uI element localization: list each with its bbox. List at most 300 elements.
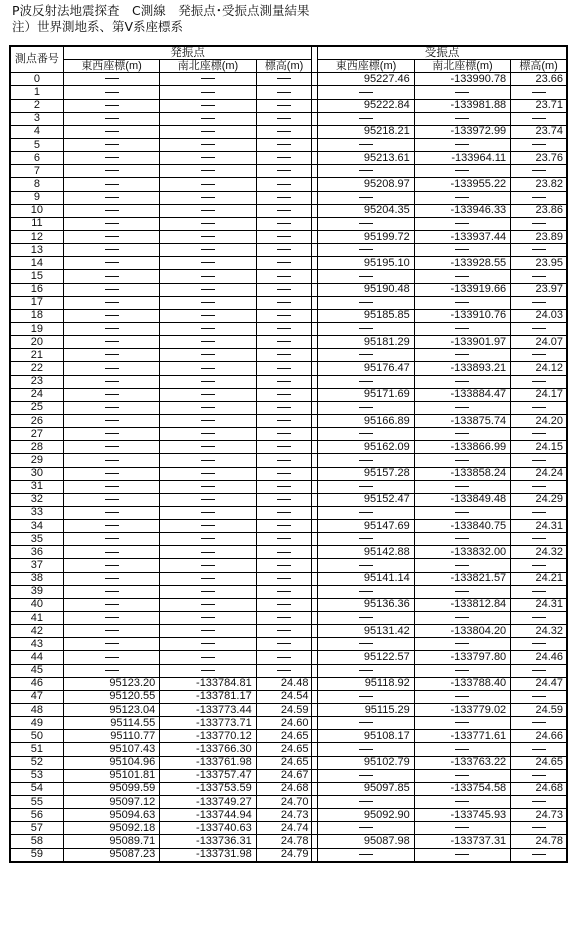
dash-mark <box>277 670 291 671</box>
receiver-north-cell: -133804.20 <box>414 625 510 638</box>
station-number-cell: 41 <box>10 612 63 625</box>
source-east-empty-dash <box>63 349 159 362</box>
source-north-empty-dash <box>160 454 256 467</box>
receiver-height-cell: 24.47 <box>511 677 567 690</box>
source-east-empty-dash <box>63 309 159 322</box>
dash-mark <box>359 302 373 303</box>
receiver-north-cell: -133763.22 <box>414 756 510 769</box>
dash-mark <box>455 354 469 355</box>
receiver-north-empty-dash <box>414 270 510 283</box>
receiver-north-empty-dash <box>414 112 510 125</box>
source-north-empty-dash <box>160 441 256 454</box>
dash-mark <box>201 604 215 605</box>
receiver-north-empty-dash <box>414 165 510 178</box>
dash-mark <box>105 499 119 500</box>
source-north-cell: -133761.98 <box>160 756 256 769</box>
dash-mark <box>105 131 119 132</box>
receiver-north-empty-dash <box>414 664 510 677</box>
receiver-height-cell: 24.17 <box>511 388 567 401</box>
dash-mark <box>277 394 291 395</box>
dash-mark <box>455 775 469 776</box>
dash-mark <box>201 184 215 185</box>
receiver-height-cell: 24.65 <box>511 756 567 769</box>
page-title: P波反射法地震探査 C測線 発振点･受振点測量結果 <box>12 3 310 18</box>
receiver-height-empty-dash <box>511 506 567 519</box>
receiver-east-cell: 95087.98 <box>318 835 414 848</box>
coordinate-system-note: 注）世界測地系、第Ⅴ系座標系 <box>12 19 184 34</box>
dash-mark <box>359 118 373 119</box>
table-row <box>10 73 567 86</box>
receiver-north-empty-dash <box>414 717 510 730</box>
receiver-north-cell: -133737.31 <box>414 835 510 848</box>
source-east-empty-dash <box>63 230 159 243</box>
source-east-empty-dash <box>63 612 159 625</box>
dash-mark <box>455 512 469 513</box>
source-east-empty-dash <box>63 388 159 401</box>
dash-mark <box>277 289 291 290</box>
dash-mark <box>532 775 546 776</box>
receiver-north-empty-dash <box>414 322 510 335</box>
table-row <box>10 204 567 217</box>
dash-mark <box>532 276 546 277</box>
table-row <box>10 322 567 335</box>
station-number-cell: 39 <box>10 585 63 598</box>
receiver-east-cell: 95102.79 <box>318 756 414 769</box>
receiver-height-empty-dash <box>511 428 567 441</box>
source-east-empty-dash <box>63 506 159 519</box>
dash-mark <box>277 210 291 211</box>
dash-mark <box>455 591 469 592</box>
receiver-height-empty-dash <box>511 112 567 125</box>
dash-mark <box>105 328 119 329</box>
receiver-east-cell: 95092.90 <box>318 809 414 822</box>
receiver-east-empty-dash <box>318 322 414 335</box>
receiver-north-empty-dash <box>414 796 510 809</box>
dash-mark <box>277 368 291 369</box>
source-east-empty-dash <box>63 125 159 138</box>
dash-mark <box>277 157 291 158</box>
table-row <box>10 651 567 664</box>
receiver-north-cell: -133910.76 <box>414 309 510 322</box>
dash-mark <box>532 92 546 93</box>
dash-mark <box>359 643 373 644</box>
source-east-empty-dash <box>63 493 159 506</box>
dash-mark <box>277 236 291 237</box>
source-north-empty-dash <box>160 612 256 625</box>
source-height-cell: 24.70 <box>256 796 312 809</box>
source-east-empty-dash <box>63 480 159 493</box>
table-row <box>10 296 567 309</box>
dash-mark <box>455 144 469 145</box>
station-number-cell: 49 <box>10 717 63 730</box>
source-north-empty-dash <box>160 204 256 217</box>
receiver-north-empty-dash <box>414 428 510 441</box>
source-east-empty-dash <box>63 138 159 151</box>
source-north-cell: -133744.94 <box>160 809 256 822</box>
table-row <box>10 796 567 809</box>
dash-mark <box>277 354 291 355</box>
table-row <box>10 480 567 493</box>
receiver-point-header: 受振点 <box>318 46 567 60</box>
station-number-cell: 48 <box>10 704 63 717</box>
receiver-east-empty-dash <box>318 138 414 151</box>
station-number-cell: 59 <box>10 848 63 862</box>
source-north-empty-dash <box>160 336 256 349</box>
receiver-north-cell: -133875.74 <box>414 414 510 427</box>
receiver-east-cell: 95141.14 <box>318 572 414 585</box>
dash-mark <box>277 486 291 487</box>
source-east-empty-dash <box>63 336 159 349</box>
dash-mark <box>359 565 373 566</box>
receiver-east-empty-dash <box>318 270 414 283</box>
table-row <box>10 809 567 822</box>
table-row <box>10 270 567 283</box>
dash-mark <box>277 446 291 447</box>
station-number-cell: 44 <box>10 651 63 664</box>
source-east-empty-dash <box>63 257 159 270</box>
station-number-cell: 25 <box>10 401 63 414</box>
receiver-north-cell: -133937.44 <box>414 230 510 243</box>
source-height-empty-dash <box>256 520 312 533</box>
source-north-empty-dash <box>160 257 256 270</box>
receiver-height-cell: 23.76 <box>511 152 567 165</box>
receiver-height-cell: 24.59 <box>511 704 567 717</box>
dash-mark <box>201 170 215 171</box>
station-number-cell: 16 <box>10 283 63 296</box>
table-row <box>10 546 567 559</box>
source-east-empty-dash <box>63 441 159 454</box>
source-height-empty-dash <box>256 204 312 217</box>
receiver-height-empty-dash <box>511 244 567 257</box>
dash-mark <box>455 696 469 697</box>
station-number-cell: 36 <box>10 546 63 559</box>
dash-mark <box>532 354 546 355</box>
receiver-north-empty-dash <box>414 454 510 467</box>
source-east-cell: 95097.12 <box>63 796 159 809</box>
source-height-empty-dash <box>256 506 312 519</box>
receiver-north-empty-dash <box>414 612 510 625</box>
source-point-header: 発振点 <box>63 46 312 60</box>
receiver-height-cell: 24.73 <box>511 809 567 822</box>
dash-mark <box>105 643 119 644</box>
source-east-empty-dash <box>63 598 159 611</box>
dash-mark <box>105 591 119 592</box>
dash-mark <box>277 78 291 79</box>
source-height-empty-dash <box>256 270 312 283</box>
receiver-height-empty-dash <box>511 769 567 782</box>
receiver-east-empty-dash <box>318 349 414 362</box>
source-height-empty-dash <box>256 73 312 86</box>
table-row <box>10 283 567 296</box>
dash-mark <box>455 170 469 171</box>
receiver-north-empty-dash <box>414 401 510 414</box>
station-number-cell: 56 <box>10 809 63 822</box>
receiver-height-cell: 24.31 <box>511 520 567 533</box>
receiver-east-empty-dash <box>318 533 414 546</box>
dash-mark <box>105 249 119 250</box>
dash-mark <box>455 749 469 750</box>
receiver-east-empty-dash <box>318 796 414 809</box>
source-east-empty-dash <box>63 152 159 165</box>
dash-mark <box>201 302 215 303</box>
table-row <box>10 125 567 138</box>
dash-mark <box>277 630 291 631</box>
receiver-north-empty-dash <box>414 533 510 546</box>
receiver-height-empty-dash <box>511 822 567 835</box>
receiver-north-cell: -133745.93 <box>414 809 510 822</box>
receiver-east-empty-dash <box>318 559 414 572</box>
source-height-empty-dash <box>256 165 312 178</box>
source-north-empty-dash <box>160 428 256 441</box>
receiver-north-empty-dash <box>414 244 510 257</box>
receiver-east-empty-dash <box>318 822 414 835</box>
receiver-height-cell: 24.15 <box>511 441 567 454</box>
dash-mark <box>105 184 119 185</box>
receiver-north-empty-dash <box>414 480 510 493</box>
source-north-empty-dash <box>160 349 256 362</box>
dash-mark <box>455 302 469 303</box>
table-row <box>10 506 567 519</box>
receiver-height-empty-dash <box>511 217 567 230</box>
source-height-cell: 24.65 <box>256 730 312 743</box>
station-number-cell: 32 <box>10 493 63 506</box>
dash-mark <box>201 473 215 474</box>
dash-mark <box>201 630 215 631</box>
receiver-north-empty-dash <box>414 743 510 756</box>
station-number-cell: 7 <box>10 165 63 178</box>
dash-mark <box>105 486 119 487</box>
receiver-north-cell: -133797.80 <box>414 651 510 664</box>
dash-mark <box>201 354 215 355</box>
source-north-empty-dash <box>160 388 256 401</box>
receiver-north-empty-dash <box>414 138 510 151</box>
source-north-cell: -133731.98 <box>160 848 256 862</box>
receiver-east-cell: 95122.57 <box>318 651 414 664</box>
dash-mark <box>277 617 291 618</box>
station-number-cell: 26 <box>10 414 63 427</box>
table-row <box>10 428 567 441</box>
source-height-empty-dash <box>256 480 312 493</box>
receiver-east-empty-dash <box>318 848 414 862</box>
source-height-cell: 24.68 <box>256 782 312 795</box>
table-row <box>10 598 567 611</box>
table-row <box>10 730 567 743</box>
dash-mark <box>277 433 291 434</box>
dash-mark <box>201 223 215 224</box>
table-row <box>10 362 567 375</box>
dash-mark <box>532 801 546 802</box>
source-north-empty-dash <box>160 493 256 506</box>
dash-mark <box>532 249 546 250</box>
dash-mark <box>455 827 469 828</box>
receiver-height-empty-dash <box>511 296 567 309</box>
table-row <box>10 467 567 480</box>
source-north-empty-dash <box>160 572 256 585</box>
dash-mark <box>105 473 119 474</box>
dash-mark <box>277 315 291 316</box>
dash-mark <box>359 801 373 802</box>
dash-mark <box>105 565 119 566</box>
source-north-empty-dash <box>160 506 256 519</box>
source-east-empty-dash <box>63 428 159 441</box>
source-north-empty-dash <box>160 283 256 296</box>
source-north-empty-dash <box>160 638 256 651</box>
dash-mark <box>532 302 546 303</box>
station-number-cell: 42 <box>10 625 63 638</box>
dash-mark <box>105 617 119 618</box>
dash-mark <box>359 591 373 592</box>
dash-mark <box>455 223 469 224</box>
dash-mark <box>277 223 291 224</box>
source-height-empty-dash <box>256 244 312 257</box>
source-north-empty-dash <box>160 362 256 375</box>
source-height-empty-dash <box>256 152 312 165</box>
receiver-east-cell: 95162.09 <box>318 441 414 454</box>
dash-mark <box>105 289 119 290</box>
dash-mark <box>201 460 215 461</box>
source-north-empty-dash <box>160 546 256 559</box>
station-number-cell: 50 <box>10 730 63 743</box>
dash-mark <box>532 696 546 697</box>
receiver-north-cell: -133981.88 <box>414 99 510 112</box>
source-east-empty-dash <box>63 270 159 283</box>
station-number-header: 測点番号 <box>10 46 63 73</box>
receiver-east-empty-dash <box>318 743 414 756</box>
dash-mark <box>105 657 119 658</box>
source-east-empty-dash <box>63 375 159 388</box>
table-row <box>10 191 567 204</box>
dash-mark <box>532 433 546 434</box>
receiver-east-cell: 95152.47 <box>318 493 414 506</box>
receiver-height-cell: 24.07 <box>511 336 567 349</box>
receiver-north-empty-dash <box>414 638 510 651</box>
source-north-empty-dash <box>160 296 256 309</box>
receiver-east-empty-dash <box>318 86 414 99</box>
table-row <box>10 677 567 690</box>
source-north-empty-dash <box>160 651 256 664</box>
dash-mark <box>201 525 215 526</box>
receiver-east-cell: 95208.97 <box>318 178 414 191</box>
source-north-cell: -133773.44 <box>160 704 256 717</box>
receiver-east-empty-dash <box>318 585 414 598</box>
source-north-empty-dash <box>160 138 256 151</box>
dash-mark <box>201 657 215 658</box>
table-row <box>10 585 567 598</box>
dash-mark <box>105 433 119 434</box>
receiver-north-cell: -133866.99 <box>414 441 510 454</box>
dash-mark <box>201 315 215 316</box>
dash-mark <box>201 157 215 158</box>
receiver-height-empty-dash <box>511 664 567 677</box>
dash-mark <box>105 302 119 303</box>
receiver-east-cell: 95199.72 <box>318 230 414 243</box>
receiver-east-empty-dash <box>318 690 414 703</box>
source-east-empty-dash <box>63 414 159 427</box>
station-number-cell: 19 <box>10 322 63 335</box>
receiver-height-empty-dash <box>511 454 567 467</box>
station-number-cell: 6 <box>10 152 63 165</box>
table-row <box>10 625 567 638</box>
receiver-height-empty-dash <box>511 165 567 178</box>
table-row <box>10 257 567 270</box>
source-east-empty-dash <box>63 454 159 467</box>
station-number-cell: 20 <box>10 336 63 349</box>
source-north-cell: -133757.47 <box>160 769 256 782</box>
source-height-header: 標高(m) <box>256 60 312 73</box>
source-height-empty-dash <box>256 99 312 112</box>
dash-mark <box>532 381 546 382</box>
dash-mark <box>359 827 373 828</box>
source-height-empty-dash <box>256 664 312 677</box>
station-number-cell: 28 <box>10 441 63 454</box>
receiver-east-empty-dash <box>318 454 414 467</box>
dash-mark <box>359 407 373 408</box>
dash-mark <box>359 512 373 513</box>
receiver-height-empty-dash <box>511 638 567 651</box>
source-north-empty-dash <box>160 165 256 178</box>
source-east-cell: 95107.43 <box>63 743 159 756</box>
receiver-east-empty-dash <box>318 638 414 651</box>
receiver-north-cell: -133990.78 <box>414 73 510 86</box>
dash-mark <box>532 643 546 644</box>
source-east-cell: 95104.96 <box>63 756 159 769</box>
source-height-empty-dash <box>256 559 312 572</box>
receiver-height-empty-dash <box>511 138 567 151</box>
dash-mark <box>532 565 546 566</box>
dash-mark <box>277 262 291 263</box>
receiver-height-cell: 24.68 <box>511 782 567 795</box>
dash-mark <box>455 249 469 250</box>
table-row <box>10 743 567 756</box>
table-row <box>10 782 567 795</box>
source-height-empty-dash <box>256 178 312 191</box>
receiver-height-empty-dash <box>511 270 567 283</box>
source-height-empty-dash <box>256 296 312 309</box>
source-height-cell: 24.67 <box>256 769 312 782</box>
station-number-cell: 35 <box>10 533 63 546</box>
table-row <box>10 756 567 769</box>
station-number-cell: 58 <box>10 835 63 848</box>
receiver-height-header: 標高(m) <box>511 60 567 73</box>
dash-mark <box>201 617 215 618</box>
source-height-cell: 24.73 <box>256 809 312 822</box>
dash-mark <box>532 854 546 855</box>
dash-mark <box>455 486 469 487</box>
dash-mark <box>532 170 546 171</box>
receiver-north-cell: -133779.02 <box>414 704 510 717</box>
source-east-empty-dash <box>63 651 159 664</box>
dash-mark <box>105 368 119 369</box>
source-height-cell: 24.79 <box>256 848 312 862</box>
dash-mark <box>455 118 469 119</box>
receiver-east-empty-dash <box>318 717 414 730</box>
receiver-height-empty-dash <box>511 401 567 414</box>
station-number-cell: 23 <box>10 375 63 388</box>
table-row <box>10 99 567 112</box>
receiver-east-empty-dash <box>318 165 414 178</box>
table-row <box>10 822 567 835</box>
station-number-cell: 9 <box>10 191 63 204</box>
source-east-empty-dash <box>63 191 159 204</box>
source-north-empty-dash <box>160 112 256 125</box>
source-east-cell: 95120.55 <box>63 690 159 703</box>
dash-mark <box>455 460 469 461</box>
source-north-empty-dash <box>160 178 256 191</box>
dash-mark <box>105 157 119 158</box>
dash-mark <box>532 591 546 592</box>
dash-mark <box>455 854 469 855</box>
dash-mark <box>105 315 119 316</box>
